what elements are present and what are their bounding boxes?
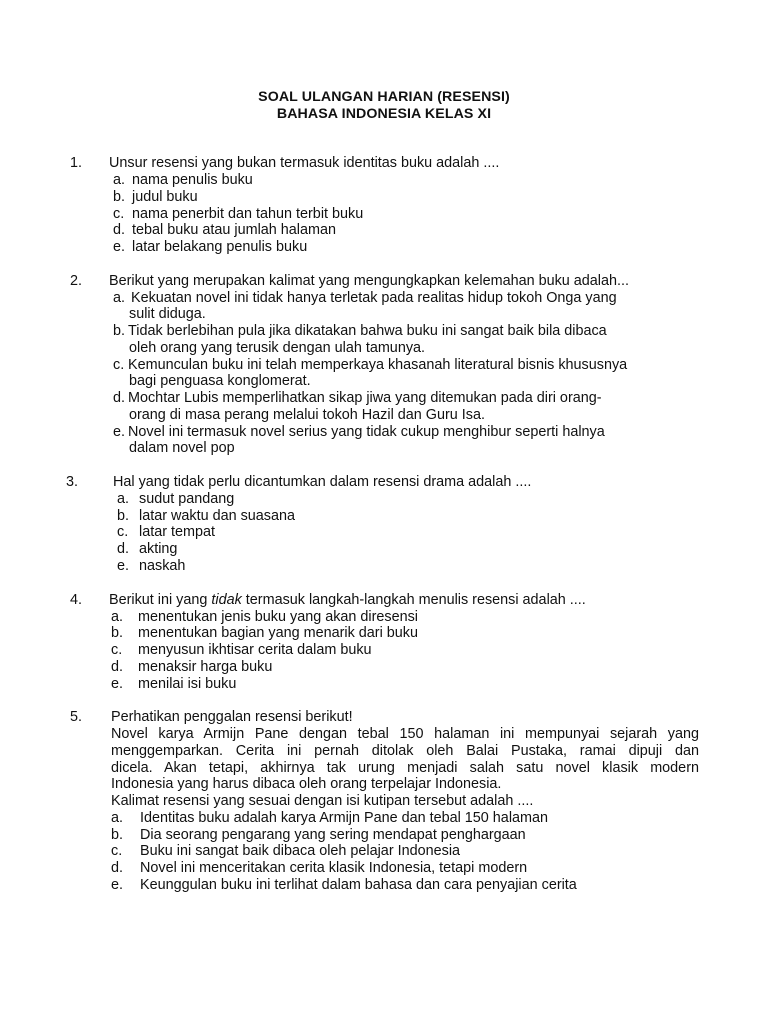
excerpt-line: Indonesia yang harus dibaca oleh orang terpelajar Indonesia.: [111, 776, 502, 792]
option-letter: b.: [111, 625, 124, 641]
option-letter: d.: [111, 860, 124, 876]
option-text: Buku ini sangat baik dibaca oleh pelajar Indonesia: [140, 843, 461, 859]
option-letter: e.: [111, 676, 124, 692]
option-text: Mochtar Lubis memperlihatkan sikap jiwa yang ditemukan pada diri orang-: [128, 390, 602, 406]
option-text: sudut pandang: [139, 491, 235, 507]
stem-before: Berikut ini yang: [109, 592, 212, 608]
question-number: 1.: [70, 155, 83, 171]
option-text: Novel ini termasuk novel serius yang tidak cukup menghibur seperti halnya: [128, 424, 605, 440]
option-letter: a.: [111, 609, 124, 625]
option-letter: d.: [111, 659, 124, 675]
option-letter: c.: [111, 843, 123, 859]
option-text: nama penerbit dan tahun terbit buku: [132, 206, 364, 222]
option-text-continued: oleh orang yang terusik dengan ulah tamunya.: [129, 340, 426, 356]
option-text: judul buku: [132, 189, 198, 205]
option-letter: c.: [111, 642, 123, 658]
option-text: menyusun ikhtisar cerita dalam buku: [138, 642, 372, 658]
option-text: latar belakang penulis buku: [132, 239, 308, 255]
option-letter: d.: [113, 222, 126, 238]
option-text: tebal buku atau jumlah halaman: [132, 222, 337, 238]
option-text: latar tempat: [139, 524, 215, 540]
option-text-continued: bagi penguasa konglomerat.: [129, 373, 311, 389]
option-text: latar waktu dan suasana: [139, 508, 295, 524]
question-number: 2.: [70, 273, 83, 289]
option-letter: c.: [113, 206, 125, 222]
option-letter: d.: [117, 541, 130, 557]
option-text: akting: [139, 541, 178, 557]
option-text: Keunggulan buku ini terlihat dalam bahasa dan cara penyajian cerita: [140, 877, 577, 893]
option-letter: c.: [113, 357, 125, 373]
question-prompt: Kalimat resensi yang sesuai dengan isi kutipan tersebut adalah ....: [111, 793, 534, 809]
option-letter: b.: [113, 323, 126, 339]
option-letter: e.: [113, 239, 126, 255]
option-letter: a.: [113, 172, 126, 188]
question-stem: Unsur resensi yang bukan termasuk identitas buku adalah ....: [109, 155, 500, 171]
option-text: menentukan jenis buku yang akan diresensi: [138, 609, 418, 625]
stem-after: termasuk langkah-langkah menulis resensi adalah ....: [241, 592, 586, 608]
option-text-continued: dalam novel pop: [129, 440, 235, 456]
option-text: Kemunculan buku ini telah memperkaya khasanah literatural bisnis khususnya: [128, 357, 628, 373]
stem-emphasis: tidak: [211, 592, 242, 608]
option-text-continued: sulit diduga.: [129, 306, 206, 322]
option-text: menaksir harga buku: [138, 659, 273, 675]
option-letter: b.: [111, 827, 124, 843]
option-letter: a.: [111, 810, 124, 826]
option-text: nama penulis buku: [132, 172, 253, 188]
excerpt-line: Novel karya Armijn Pane dengan tebal 150 halaman ini mempunyai sejarah yang: [111, 726, 699, 742]
question-stem: Berikut yang merupakan kalimat yang mengungkapkan kelemahan buku adalah...: [109, 273, 629, 289]
option-text: Novel ini menceritakan cerita klasik Indonesia, tetapi modern: [140, 860, 528, 876]
option-text: Tidak berlebihan pula jika dikatakan bahwa buku ini sangat baik bila dibaca: [128, 323, 607, 339]
option-text-continued: orang di masa perang melalui tokoh Hazil dan Guru Isa.: [129, 407, 485, 423]
option-letter: e.: [113, 424, 126, 440]
page-title: SOAL ULANGAN HARIAN (RESENSI): [258, 89, 510, 105]
option-text: naskah: [139, 558, 186, 574]
option-letter: b.: [117, 508, 130, 524]
question-number: 3.: [66, 474, 79, 490]
option-letter: c.: [117, 524, 129, 540]
option-letter: e.: [117, 558, 130, 574]
option-text: Dia seorang pengarang yang sering mendapat penghargaan: [140, 827, 526, 843]
question-stem: Perhatikan penggalan resensi berikut!: [111, 709, 353, 725]
option-text: Kekuatan novel ini tidak hanya terletak pada realitas hidup tokoh Onga yang: [131, 290, 617, 306]
option-text: Identitas buku adalah karya Armijn Pane dan tebal 150 halaman: [140, 810, 549, 826]
excerpt-line: dicela. Akan tetapi, akhirnya tak urung menjadi salah satu novel klasik modern: [111, 760, 699, 776]
option-letter: b.: [113, 189, 126, 205]
page-subtitle: BAHASA INDONESIA KELAS XI: [276, 106, 492, 122]
option-text: menentukan bagian yang menarik dari buku: [138, 625, 418, 641]
question-number: 4.: [70, 592, 83, 608]
option-letter: d.: [113, 390, 126, 406]
option-letter: e.: [111, 877, 124, 893]
option-text: menilai isi buku: [138, 676, 237, 692]
question-stem: Hal yang tidak perlu dicantumkan dalam resensi drama adalah ....: [113, 474, 532, 490]
question-number: 5.: [70, 709, 83, 725]
option-letter: a.: [113, 290, 126, 306]
excerpt-line: menggemparkan. Cerita ini pernah ditolak oleh Balai Pustaka, ramai dipuji dan: [111, 743, 699, 759]
option-letter: a.: [117, 491, 130, 507]
question-stem: [109, 592, 586, 609]
